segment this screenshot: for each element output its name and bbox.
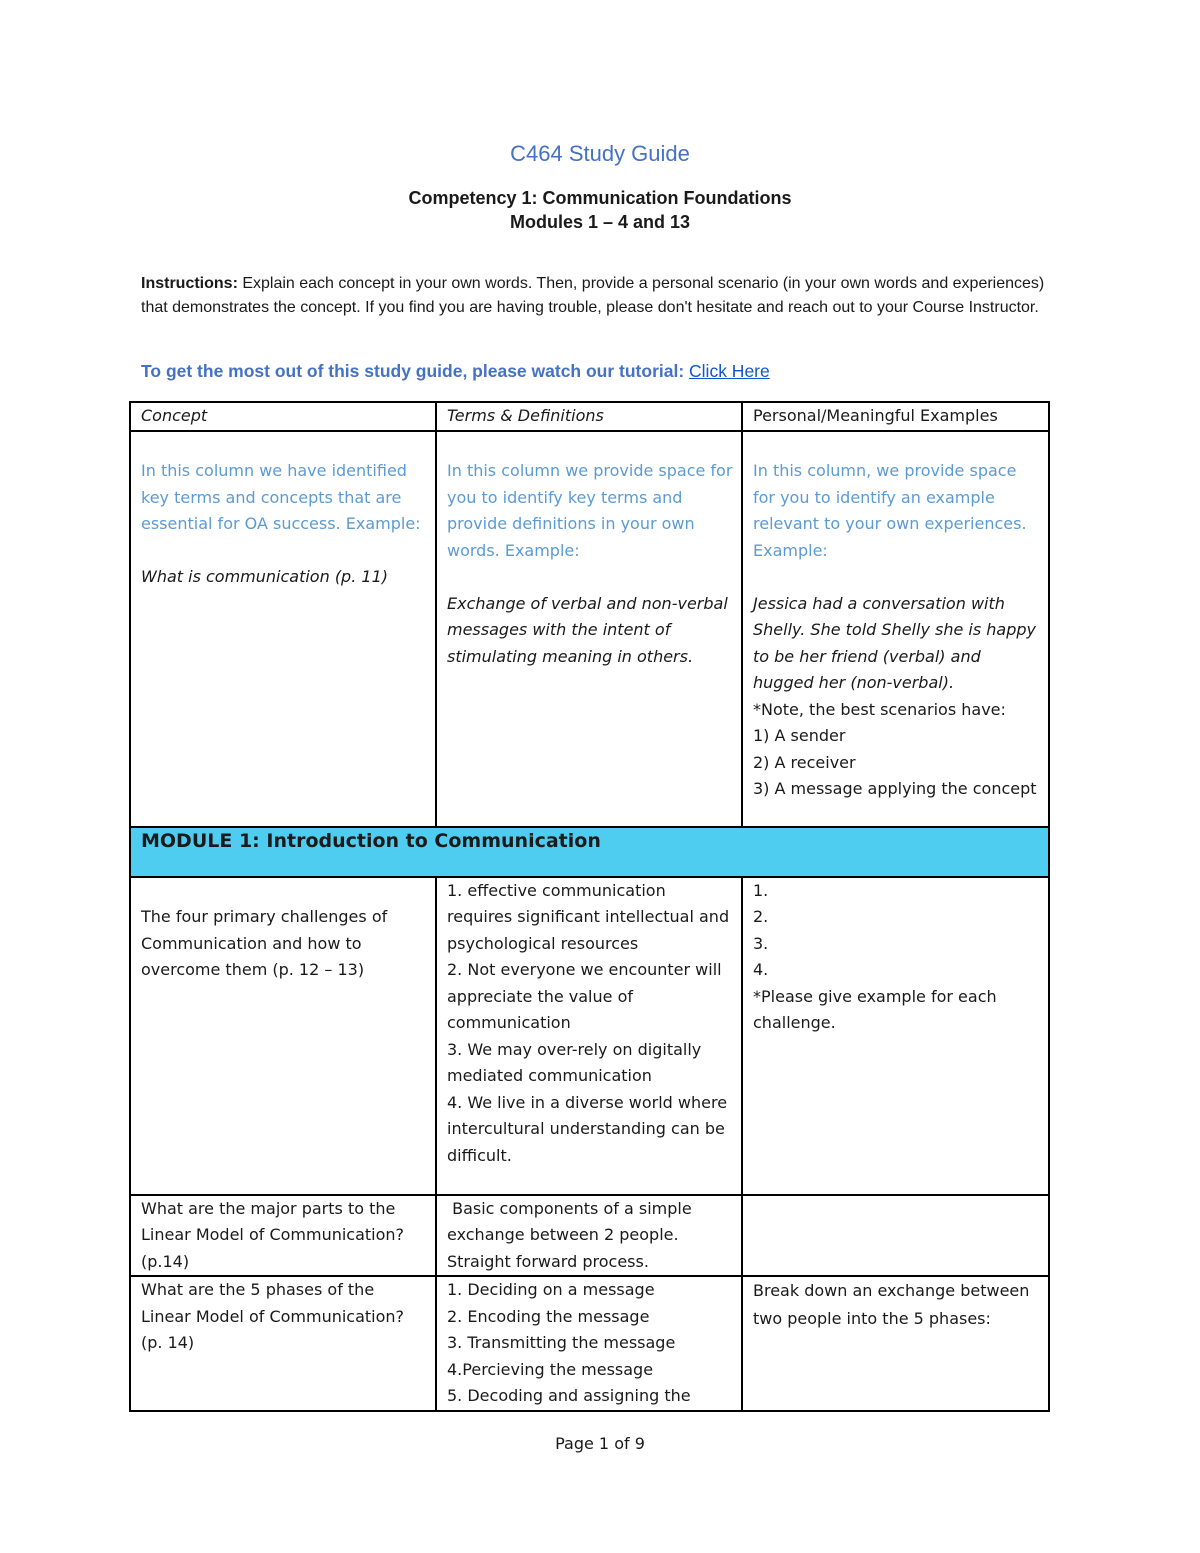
term-item: 2. Not everyone we encounter will appreciate the value of communication [447, 960, 722, 1032]
header-examples: Personal/Meaningful Examples [742, 402, 1049, 431]
example-item: 1. [753, 880, 769, 900]
concept-text: What are the major parts to the Linear Model of Communication? (p.14) [141, 1198, 405, 1271]
intro-examples-note2: *Note, the best scenarios have: [753, 699, 1006, 719]
table-header-row [130, 402, 1049, 431]
concept-text: What are the 5 phases of the Linear Model of Communication? (p. 14) [141, 1280, 405, 1352]
terms-cell [436, 1276, 742, 1411]
module-1-title: MODULE 1: Introduction to Communication [141, 829, 601, 852]
module-1-cell [130, 827, 1049, 877]
tutorial-link[interactable]: Click Here [689, 361, 770, 381]
instructions [141, 272, 1061, 319]
example-item: 3. [753, 933, 769, 953]
document-title: C464 Study Guide [510, 141, 690, 166]
terms-cell [436, 1195, 742, 1277]
instructions-text: Explain each concept in your own words. Then, provide a personal scenario (in your own words and experiences) that demonstrates the concept. If you find you are having trouble, please don't hesitate and reach out to your Course Instructor. [141, 275, 1045, 316]
intro-row [130, 431, 1049, 827]
header-terms: Terms & Definitions [436, 402, 742, 431]
list-item: 3) A message applying the concept [753, 779, 1037, 798]
intro-terms-note: In this column we provide space for you to identify key terms and provide definitions in your own words. Example: [447, 461, 733, 560]
intro-examples-example: Jessica had a conversation with Shelly. She told Shelly she is happy to be her friend (verbal) and hugged her (non-verbal). [753, 593, 1036, 692]
intro-concept-note: In this column we have identified key terms and concepts that are essential for OA success. Example: [141, 461, 421, 533]
term-item: 5. Decoding and assigning the [447, 1386, 691, 1405]
page-number: Page 1 of 9 [555, 1434, 645, 1453]
tutorial-text: To get the most out of this study guide, please watch our tutorial: [141, 361, 690, 381]
term-item: 1. effective communication requires significant intellectual and psychological resources [447, 880, 730, 953]
module-1-row [130, 827, 1049, 877]
terms-cell [436, 877, 742, 1195]
examples-cell [742, 1276, 1049, 1411]
intro-concept-cell [130, 431, 436, 827]
table-row [130, 1195, 1049, 1277]
term-item: 2. Encoding the message [447, 1306, 650, 1326]
example-item: Break down an exchange between two people into the 5 phases: [753, 1281, 1030, 1328]
list-item: 2) A receiver [753, 752, 856, 772]
term-item: 1. Deciding on a message [447, 1280, 655, 1299]
concept-cell [130, 877, 436, 1195]
example-item: 4. [753, 960, 769, 979]
intro-terms-cell [436, 431, 742, 827]
table-row [130, 877, 1049, 1195]
modules-heading: Modules 1 – 4 and 13 [509, 212, 691, 232]
example-item: 2. [753, 907, 769, 926]
header-concept: Concept [130, 402, 436, 431]
tutorial-line [141, 361, 770, 382]
examples-cell [742, 877, 1049, 1195]
term-item: Basic components of a simple exchange between 2 people. Straight forward process. [447, 1198, 697, 1271]
term-item: 4. We live in a diverse world where intercultural understanding can be difficult. [447, 1092, 728, 1165]
concept-cell [130, 1276, 436, 1411]
instructions-label: Instructions: [141, 275, 238, 292]
intro-examples-note: In this column, we provide space for you to identify an example relevant to your own experiences. Example: [753, 461, 1027, 560]
intro-concept-example: What is communication (p. 11) [141, 567, 388, 586]
concept-text: The four primary challenges of Communication and how to overcome them (p. 12 – 13) [141, 907, 388, 979]
example-item: *Please give example for each challenge. [753, 986, 997, 1032]
term-item: 3. We may over-rely on digitally mediated communication [447, 1039, 702, 1085]
table-row [130, 1276, 1049, 1411]
list-item: 1) A sender [753, 726, 846, 745]
competency-heading: Competency 1: Communication Foundations [408, 188, 792, 208]
term-item: 3. Transmitting the message [447, 1333, 676, 1352]
concept-cell [130, 1195, 436, 1277]
term-item: 4.Percieving the message [447, 1359, 654, 1379]
study-guide-table [129, 401, 1050, 1412]
examples-cell [742, 1195, 1049, 1277]
intro-examples-cell [742, 431, 1049, 827]
intro-terms-example: Exchange of verbal and non-verbal messages with the intent of stimulating meaning in others. [447, 593, 728, 666]
